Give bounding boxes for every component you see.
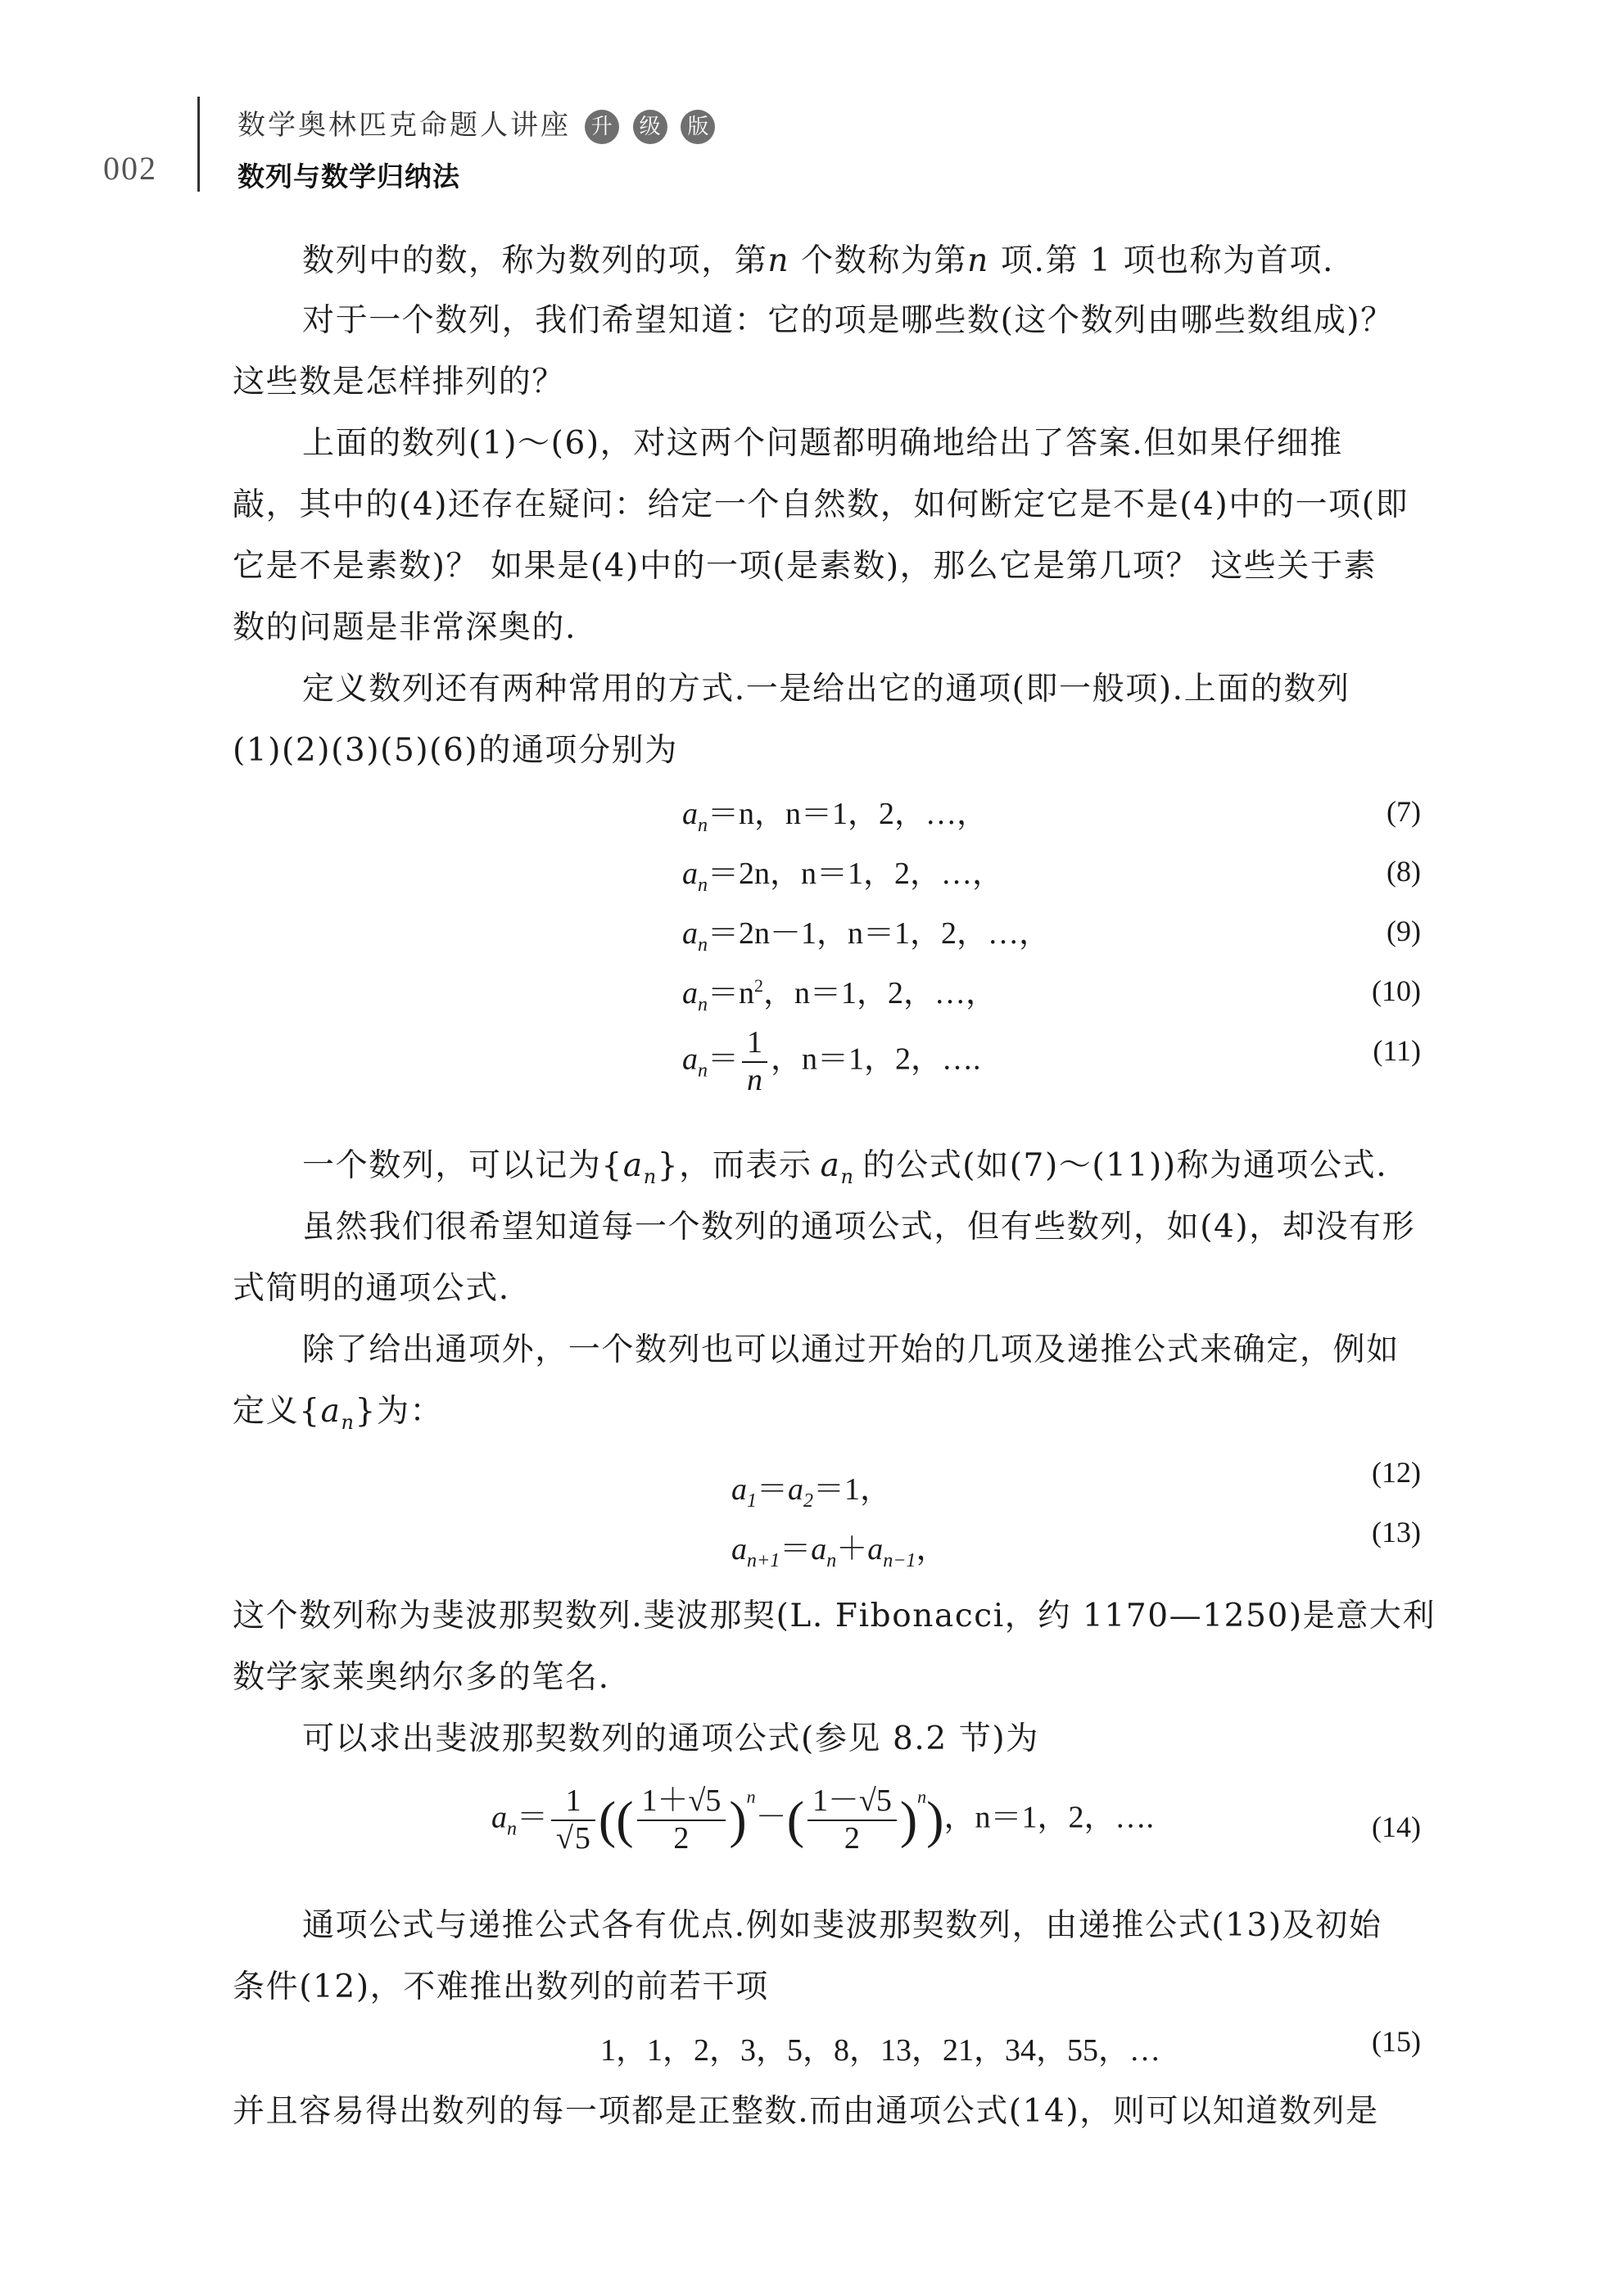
exponent-n: n	[917, 1786, 927, 1807]
equals: ＝	[517, 1800, 549, 1835]
sub-2: 2	[803, 1490, 814, 1512]
equation-13	[731, 1523, 947, 1572]
sub-n: n	[698, 1060, 708, 1082]
minus: －	[755, 1800, 787, 1835]
var-a: a	[811, 1532, 827, 1566]
equation-number-10: (10)	[1372, 974, 1421, 1007]
sub-n: n	[840, 1165, 855, 1188]
paragraph-general-term-line1: 定义数列还有两种常用的方式.一是给出它的通项(即一般项).上面的数列	[302, 671, 1350, 708]
text: 数列中的数，称为数列的项，第	[302, 242, 768, 279]
equation-14: $a_n=$ $\frac{1}{√5}$ (( $\frac{1+√5}{2}$ )$^n$－( $\frac{1-√5}{2}$ )$^n$)，n＝1，2，….	[491, 1783, 1154, 1856]
equation-number-11: (11)	[1373, 1034, 1421, 1067]
sub-n: n	[507, 1818, 517, 1840]
denominator: 2	[673, 1820, 690, 1856]
paragraph-positive-integers: 并且容易得出数列的每一项都是正整数.而由通项公式(14)，则可以知道数列是	[233, 2093, 1379, 2130]
sub-n: n	[698, 875, 708, 896]
var-a: a	[622, 1147, 644, 1184]
var-a: a	[788, 1472, 804, 1507]
paragraph-notation	[302, 1140, 1387, 1188]
superscript-2: 2	[754, 975, 764, 996]
var-a: a	[731, 1532, 747, 1566]
paragraph-comparison-line2: 条件(12)，不难推出数列的前若干项	[233, 1969, 769, 2005]
var-a: a	[491, 1800, 507, 1835]
paragraph-no-formula-line2: 式简明的通项公式.	[233, 1270, 510, 1307]
paragraph-terms	[302, 235, 1334, 281]
paragraph-closed-form-intro: 可以求出斐波那契数列的通项公式(参见 8.2 节)为	[302, 1720, 1039, 1757]
sub-n: n	[698, 934, 708, 956]
equation-number-7: (7)	[1387, 795, 1421, 828]
equation-text: ，n＝1，2，…，	[763, 976, 997, 1010]
edition-badge-3: 版	[681, 110, 715, 144]
var-a: a	[682, 797, 698, 831]
equation-number-15: (15)	[1372, 2025, 1421, 2058]
exponent-n: n	[746, 1786, 756, 1807]
sub-1: 1	[747, 1490, 757, 1512]
sequence-15: 1，1，2，3，5，8，13，21，34，55，…	[600, 2033, 1161, 2068]
plus: ＋	[836, 1532, 868, 1566]
sub-n: n	[341, 1411, 355, 1434]
equation-7	[682, 788, 988, 837]
series-title	[237, 102, 715, 144]
fraction-phi	[637, 1783, 726, 1856]
text: }为：	[355, 1393, 444, 1430]
edition-badge-2: 级	[633, 110, 667, 144]
equation-number-9: (9)	[1387, 915, 1421, 947]
var-n: n	[967, 242, 989, 279]
numerator: 1	[551, 1783, 595, 1821]
denominator: √5	[556, 1820, 590, 1856]
equation-text: ＝1，	[813, 1472, 892, 1507]
var-a: a	[867, 1532, 884, 1566]
paragraph-no-formula-line1: 虽然我们很希望知道每一个数列的通项公式，但有些数列，如(4)，却没有形	[302, 1209, 1416, 1246]
sub-n: n	[643, 1165, 658, 1188]
equation-8	[682, 848, 1003, 897]
sub-n: n	[698, 815, 708, 836]
series-title-text: 数学奥林匹克命题人讲座	[237, 109, 571, 142]
equation-number-14: (14)	[1372, 1811, 1421, 1843]
denominator: 2	[844, 1820, 860, 1856]
equation-text: ＝n，n＝1，2，…，	[708, 797, 988, 831]
sub-n-plus-1: n+1	[747, 1550, 780, 1571]
paragraph-analysis-line1: 上面的数列(1)～(6)，对这两个问题都明确地给出了答案.但如果仔细推	[302, 425, 1343, 462]
header-divider	[197, 97, 200, 192]
var-a: a	[682, 916, 698, 951]
paragraph-general-term-line2: (1)(2)(3)(5)(6)的通项分别为	[233, 732, 678, 769]
paragraph-recurrence-line2	[233, 1386, 443, 1434]
paragraph-question-line1: 对于一个数列，我们希望知道：它的项是哪些数(这个数列由哪些数组成)？	[302, 302, 1394, 339]
numerator: 1－√5	[807, 1783, 897, 1821]
sub-n: n	[826, 1550, 837, 1571]
text: 定义{	[233, 1393, 321, 1430]
page-number: 002	[103, 150, 157, 187]
fraction-1-over-sqrt5	[551, 1783, 595, 1856]
sub-n: n	[698, 994, 708, 1015]
var-a: a	[320, 1393, 342, 1430]
equals: ＝	[757, 1472, 789, 1507]
paragraph-question-line2: 这些数是怎样排列的？	[233, 364, 566, 400]
paragraph-recurrence-line1: 除了给出通项外，一个数列也可以通过开始的几项及递推公式来确定，例如	[302, 1331, 1400, 1368]
var-a: a	[682, 976, 698, 1010]
equation-number-13: (13)	[1372, 1516, 1421, 1548]
paragraph-analysis-line4: 数的问题是非常深奥的.	[233, 609, 577, 646]
equation-9	[682, 907, 1050, 956]
paragraph-analysis-line2: 敲，其中的(4)还存在疑问：给定一个自然数，如何断定它是不是(4)中的一项(即	[233, 486, 1409, 523]
text: 项.第 1 项也称为首项.	[988, 242, 1335, 279]
paragraph-analysis-line3: 它是不是素数)？ 如果是(4)中的一项(是素数)，那么它是第几项？ 这些关于素	[233, 548, 1377, 585]
text: 个数称为第	[789, 242, 968, 279]
equation-number-12: (12)	[1372, 1456, 1421, 1489]
numerator: 1	[742, 1025, 767, 1063]
var-a: a	[731, 1472, 747, 1507]
equation-11: $a_n=$ $\frac{1}{n}$ ，n＝1，2，….	[682, 1025, 981, 1097]
equation-text: ＝n	[708, 976, 755, 1010]
var-a: a	[682, 1042, 698, 1077]
var-a: a	[682, 857, 698, 891]
chapter-title: 数列与数学归纳法	[237, 160, 460, 192]
equation-12	[731, 1463, 891, 1512]
sub-n-minus-1: n−1	[883, 1550, 916, 1571]
fraction-psi	[807, 1783, 897, 1856]
edition-badge-1: 升	[585, 110, 619, 144]
var-n: n	[767, 242, 790, 279]
denominator: n	[747, 1062, 763, 1097]
fraction-1-over-n	[742, 1025, 767, 1098]
text: 的公式(如(7)～(11))称为通项公式.	[862, 1147, 1388, 1184]
radicand: 5	[574, 1820, 590, 1856]
equation-number-8: (8)	[1387, 855, 1421, 888]
equation-text: ＝2n－1，n＝1，2，…，	[708, 916, 1051, 951]
text: }，而表示	[657, 1147, 812, 1184]
equation-text: ，n＝1，2，….	[771, 1042, 981, 1077]
equals: ＝	[780, 1532, 812, 1566]
paragraph-comparison-line1: 通项公式与递推公式各有优点.例如斐波那契数列，由递推公式(13)及初始	[302, 1907, 1382, 1944]
var-a: a	[820, 1147, 841, 1184]
equation-text: ＝2n，n＝1，2，…，	[708, 857, 1004, 891]
numerator: 1＋√5	[637, 1783, 726, 1821]
paragraph-fibonacci-line2: 数学家莱奥纳尔多的笔名.	[233, 1659, 610, 1696]
text: 一个数列，可以记为{	[302, 1147, 623, 1184]
comma: ，	[916, 1532, 948, 1566]
paragraph-fibonacci-line1: 这个数列称为斐波那契数列.斐波那契(L. Fibonacci，约 1170—1250)是意大利	[233, 1598, 1436, 1634]
equation-text: ，n＝1，2，….	[943, 1800, 1154, 1835]
equation-10	[682, 967, 997, 1016]
